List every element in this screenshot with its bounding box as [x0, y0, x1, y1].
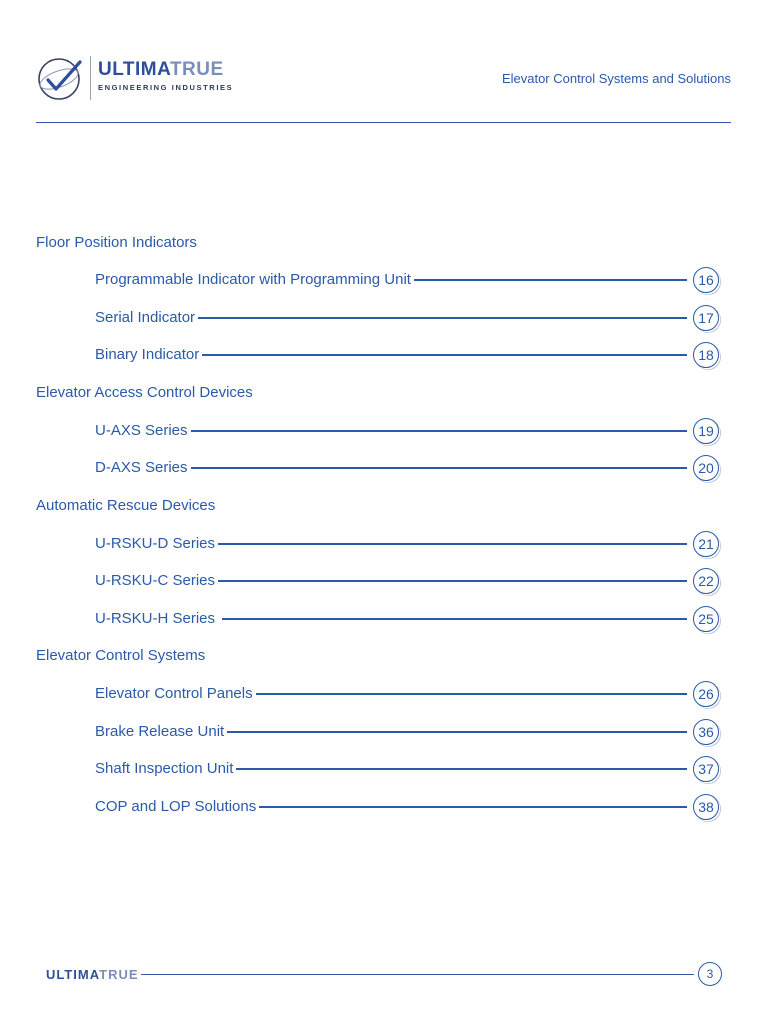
toc-entry-label: COP and LOP Solutions: [95, 798, 257, 815]
toc-entry[interactable]: [95, 303, 723, 333]
page-number-badge: 36: [693, 719, 719, 745]
footer-divider: [141, 974, 694, 975]
page-number-badge: 20: [693, 455, 719, 481]
toc-entry-label: Shaft Inspection Unit: [95, 760, 234, 777]
toc-entry-label: D-AXS Series: [95, 459, 188, 476]
toc-entry-label: Programmable Indicator with Programming Unit: [95, 271, 411, 288]
leader-line: [414, 279, 687, 280]
toc-entry[interactable]: [95, 566, 723, 596]
company-logo: [36, 54, 266, 104]
toc-entry[interactable]: [95, 679, 723, 709]
toc-entry-label: Binary Indicator: [95, 346, 200, 363]
page-footer: [46, 960, 722, 988]
toc-entry-label: Serial Indicator: [95, 309, 196, 326]
page-number-badge: 37: [693, 756, 719, 782]
header-tagline: Elevator Control Systems and Solutions: [501, 71, 731, 86]
toc-entry[interactable]: [95, 754, 723, 784]
leader-line: [222, 618, 687, 619]
page-number-badge: 26: [693, 681, 719, 707]
section-title: Automatic Rescue Devices: [36, 497, 216, 514]
page-number-badge: 21: [693, 531, 719, 557]
page-number-badge: 22: [693, 568, 719, 594]
section-title: Floor Position Indicators: [36, 234, 197, 251]
toc-entry[interactable]: [95, 416, 723, 446]
section-title: Elevator Access Control Devices: [36, 384, 253, 401]
logo-divider: [90, 56, 91, 100]
footer-brand-part1: ULTIMA: [46, 966, 100, 982]
leader-line: [191, 467, 687, 468]
footer-brand-part2: TRUE: [99, 966, 139, 982]
page-number-badge: 18: [693, 342, 719, 368]
logo-wordmark: [98, 60, 224, 80]
toc-entry-label: Elevator Control Panels: [95, 685, 253, 702]
toc-entry-label: U-RSKU-D Series: [95, 535, 216, 552]
leader-line: [202, 354, 687, 355]
leader-line: [236, 768, 687, 769]
leader-line: [227, 731, 687, 732]
toc-entry[interactable]: [95, 792, 723, 822]
toc-entry[interactable]: [95, 529, 723, 559]
leader-line: [218, 543, 687, 544]
page-number-badge: 25: [693, 606, 719, 632]
header-divider: [36, 122, 731, 123]
toc-entry[interactable]: [95, 265, 723, 295]
toc-entry-label: Brake Release Unit: [95, 723, 225, 740]
toc-entry[interactable]: [95, 717, 723, 747]
leader-line: [191, 430, 687, 431]
page-number-badge: 19: [693, 418, 719, 444]
toc-entry[interactable]: [95, 340, 723, 370]
checkmark-globe-icon: [36, 54, 86, 104]
page-number-badge: 17: [693, 305, 719, 331]
footer-page-number: 3: [698, 962, 722, 986]
footer-logo: [46, 967, 139, 982]
leader-line: [259, 806, 687, 807]
leader-line: [256, 693, 687, 694]
toc-entry-label: U-RSKU-C Series: [95, 572, 216, 589]
logo-brand-part2: TRUE: [169, 59, 224, 80]
page-number-badge: 38: [693, 794, 719, 820]
toc-entry-label: U-AXS Series: [95, 422, 188, 439]
logo-subtitle: ENGINEERING INDUSTRIES: [98, 83, 234, 92]
logo-brand-part1: ULTIMA: [98, 59, 170, 80]
toc-entry[interactable]: [95, 604, 723, 634]
page-number-badge: 16: [693, 267, 719, 293]
section-title: Elevator Control Systems: [36, 647, 206, 664]
leader-line: [218, 580, 687, 581]
toc-entry-label: U-RSKU-H Series: [95, 610, 216, 627]
leader-line: [198, 317, 687, 318]
toc-entry[interactable]: [95, 453, 723, 483]
